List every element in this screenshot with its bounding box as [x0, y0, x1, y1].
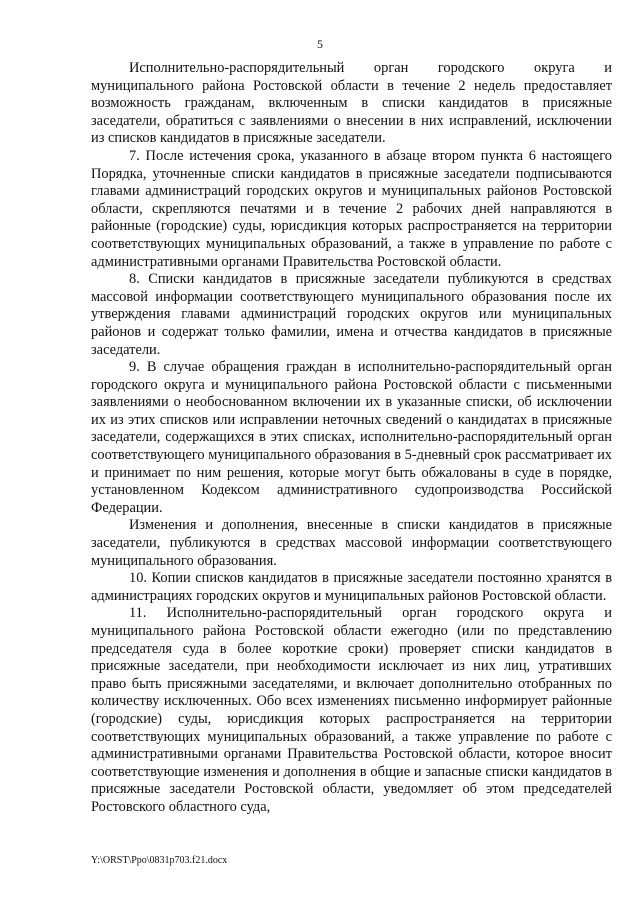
paragraph: 11. Исполнительно-распорядительный орган городского округа и муниципального района Ростовской области ежегодно (или по представлению председателя суда в более короткие сроки) проверяет списки кандидатов в присяжные заседатели, при необходимости исключает из них лиц, утративших право быть присяжными заседателями, и включает дополнительно отобранных по количеству исключенных. Обо всех изменениях письменно информирует районные (городские) суды, юрисдикция которых распространяется на территории соответствующих муниципальных образований, а также управление по работе с административными органами Правительства Ростовской области, которое вносит соответствующие изменения и дополнения в общие и запасные списки кандидатов в присяжные заседатели Ростовской области, уведомляет об этом председателей Ростовского областного суда, — [91, 605, 612, 815]
paragraph: 10. Копии списков кандидатов в присяжные заседатели постоянно хранятся в администрациях городских округов и муниципальных районов Ростовской области. — [91, 570, 612, 604]
paragraph: 9. В случае обращения граждан в исполнительно-распорядительный орган городского округа и муниципального района Ростовской области с письменными заявлениями о необоснованном включении их в указанные списки, об исключении их из этих списков или исправлении неточных сведений о кандидатах в присяжные заседатели, содержащихся в этих списках, исполнительно-распорядительный орган соответствующего муниципального образования в 5-дневный срок рассматривает их и принимает по ним решения, которые могут быть обжалованы в суде в порядке, установленном Кодексом административного судопроизводства Российской Федерации. — [91, 359, 612, 516]
paragraph: Исполнительно-распорядительный орган городского округа и муниципального района Ростовской области в течение 2 недель предоставляет возможность гражданам, включенным в списки кандидатов в присяжные заседатели, обратиться с заявлениями о внесении в них исправлений, исключении из списков кандидатов в присяжные заседатели. — [91, 60, 612, 147]
paragraph: 8. Списки кандидатов в присяжные заседатели публикуются в средствах массовой информации соответствующего муниципального образования после их утверждения главами администраций городских округов или муниципальных районов и содержат только фамилии, имена и отчества кандидатов в присяжные заседатели. — [91, 271, 612, 358]
footer-file-path: Y:\ORST\Ppo\0831p703.f21.docx — [91, 855, 228, 866]
document-body — [91, 60, 612, 817]
paragraph: 7. После истечения срока, указанного в абзаце втором пункта 6 настоящего Порядка, уточненные списки кандидатов в присяжные заседатели подписываются главами администраций городских округов и муниципальных районов Ростовской области, скрепляются печатями и в течение 2 рабочих дней направляются в районные (городские) суды, юрисдикция которых распространяется на территории соответствующих муниципальных образований, а также в управление по работе с административными органами Правительства Ростовской области. — [91, 147, 612, 270]
paragraph: Изменения и дополнения, внесенные в списки кандидатов в присяжные заседатели, публикуются в средствах массовой информации соответствующего муниципального образования. — [91, 517, 612, 569]
page-number: 5 — [317, 37, 323, 51]
